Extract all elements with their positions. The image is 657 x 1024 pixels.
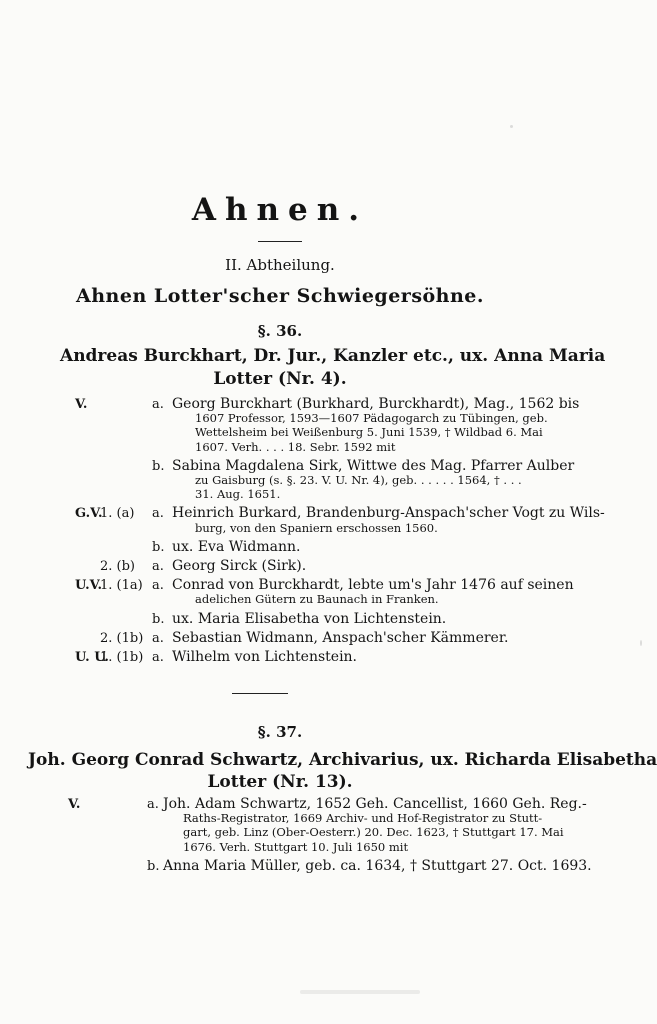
sec36-entry-line: ux. Maria Elisabetha von Lichtenstein. [172, 610, 447, 627]
section-number-37: §. 37. [257, 723, 303, 741]
part-heading: Ahnen Lotter'scher Schwiegersöhne. [75, 285, 485, 307]
sec36-entry-line: 1607. Verh. . . . 18. Sebr. 1592 mit [195, 439, 396, 454]
sec36-row-number: 2. (1b) [100, 630, 144, 646]
section-36-title-line2: Lotter (Nr. 4). [213, 369, 347, 389]
section-number-36: §. 36. [257, 322, 303, 340]
scan-smudge [300, 990, 420, 994]
sec36-row-number: 1. (1b) [100, 650, 144, 665]
sec37-entry-line: Raths-Registrator, 1669 Archiv- und Hof-Registrator zu Stutt- [183, 811, 543, 826]
scan-speck [510, 125, 513, 128]
sec36-entry-line: Sebastian Widmann, Anspach'scher Kämmerer. [172, 629, 509, 646]
sec36-row-letter: a. [152, 506, 164, 522]
sec36-entry-line: Wilhelm von Lichtenstein. [172, 649, 358, 665]
sec36-row-letter: b. [152, 458, 165, 474]
sec36-row-letter: a. [152, 397, 164, 412]
sec36-row-number: 1. (1a) [100, 578, 143, 594]
sec36-entry-line: zu Gaisburg (s. §. 23. V. U. Nr. 4), geb. . . . . . 1564, † . . . [195, 473, 522, 487]
section-36-title-line1: Andreas Burckhart, Dr. Jur., Kanzler etc., ux. Anna Maria [60, 346, 606, 366]
sec36-entry-line: Heinrich Burkard, Brandenburg-Anspach'scher Vogt zu Wils- [172, 505, 605, 522]
sec37-entry-line: 1676. Verh. Stuttgart 10. Juli 1650 mit [183, 839, 409, 854]
sec37-row-letter: b. [147, 858, 160, 874]
sec36-entry-line: Wettelsheim bei Weißenburg 5. Juni 1539, † Wildbad 6. Mai [195, 425, 543, 440]
sec36-row-letter: a. [152, 630, 164, 646]
sec36-entry-line: Conrad von Burckhardt, lebte um's Jahr 1476 auf seinen [172, 577, 574, 594]
sec36-row-label: V. [75, 397, 88, 412]
sec36-row-number: 2. (b) [100, 559, 136, 574]
sec36-row-letter: a. [152, 578, 164, 594]
sec37-entry-line: gart, geb. Linz (Ober-Oesterr.) 20. Dec. 1623, † Stuttgart 17. Mai [183, 825, 564, 840]
sec36-entry-line: 1607 Professor, 1593—1607 Pädagogarch zu Tübingen, geb. [195, 411, 548, 426]
page-title: Ahnen. [191, 192, 369, 228]
sec36-row-letter: a. [152, 650, 164, 665]
scan-speck [640, 640, 642, 646]
sec36-row-letter: b. [152, 539, 165, 555]
sec36-row-letter: b. [152, 611, 165, 627]
section-divider [232, 693, 288, 694]
sec37-entry-line: Anna Maria Müller, geb. ca. 1634, † Stuttgart 27. Oct. 1693. [163, 857, 592, 874]
sec37-row-letter: a. [147, 797, 159, 812]
sec36-entry-line: Sabina Magdalena Sirk, Wittwe des Mag. Pfarrer Aulber [172, 457, 575, 474]
sec36-row-label: U. U. [75, 650, 109, 665]
section-subtitle: II. Abtheilung. [225, 256, 335, 274]
sec36-entry-line: Georg Sirck (Sirk). [172, 558, 307, 574]
sec36-entry-line: burg, von den Spaniern erschossen 1560. [195, 520, 438, 535]
sec37-entry-line: Joh. Adam Schwartz, 1652 Geh. Cancellist, 1660 Geh. Reg.- [163, 796, 587, 812]
sec36-entry-line: 31. Aug. 1651. [195, 487, 281, 502]
sec36-row-label: U.V. [75, 578, 103, 594]
sec36-entry-line: Georg Burckhart (Burkhard, Burckhardt), Mag., 1562 bis [172, 396, 580, 412]
section-37-title-line2: Lotter (Nr. 13). [207, 772, 353, 792]
sec36-row-label: G.V. [75, 506, 103, 522]
sec36-entry-line: ux. Eva Widmann. [172, 538, 301, 555]
sec36-row-number: 1. (a) [100, 506, 135, 522]
sec36-entry-line: adelichen Gütern zu Baunach in Franken. [195, 592, 439, 607]
sec37-row-label: V. [68, 797, 81, 812]
sec36-row-letter: a. [152, 559, 164, 574]
section-37-title-line1: Joh. Georg Conrad Schwartz, Archivarius, ux. Richarda Elisabetha [28, 750, 657, 770]
title-divider [258, 241, 302, 242]
